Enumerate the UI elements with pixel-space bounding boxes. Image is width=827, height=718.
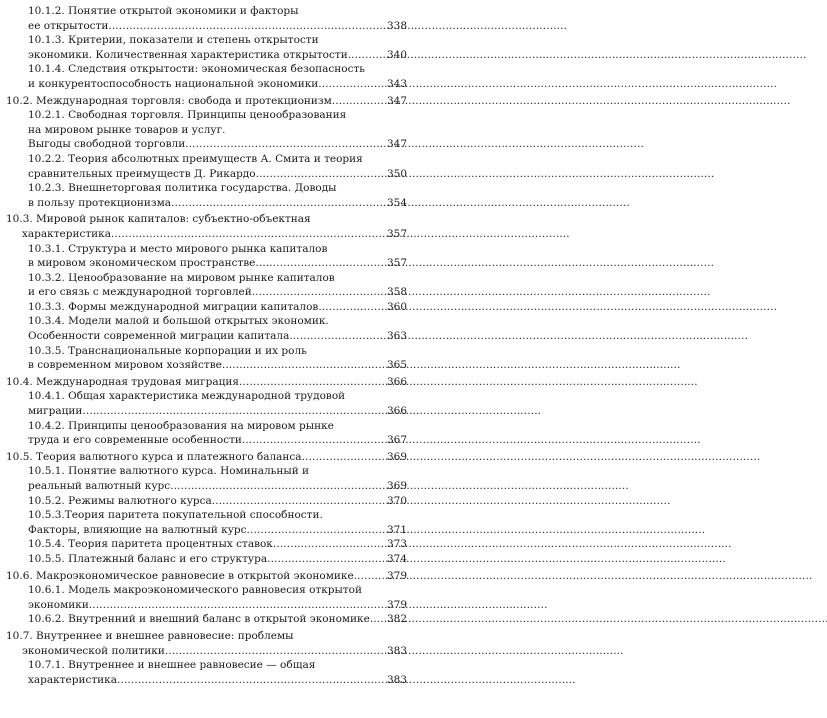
toc-entry-title-line: 10.3.2. Ценообразование на мировом рынке капиталов [28,271,335,284]
toc-section-entry[interactable] [0,375,407,390]
toc-section-entry[interactable] [0,94,407,109]
dot-leader [89,598,385,613]
toc-entry-title-line: 10.1.2. Понятие открытой экономики и факторы [28,5,299,17]
toc-subsection-entry[interactable] [0,612,407,627]
toc-entry-title-line: ее открытости [28,19,109,32]
toc-entry-title-line: 10.5.4. Теория паритета процентных ставок [28,538,273,551]
toc-page-number: 347 [386,138,407,151]
toc-page-number: 383 [386,673,407,686]
dot-leader [222,358,385,373]
toc-section-entry[interactable] [0,629,407,658]
toc-entry-title-line: 10.2.1. Свободная торговля. Принципы ценообразования [28,109,347,122]
toc-entry-title-line: 10.5. Теория валютного курса и платежного баланса [6,450,302,463]
toc-entry-title-line: характеристика [22,227,111,240]
toc-subsection-entry[interactable] [0,108,407,152]
dot-leader [370,612,385,627]
dot-leader [170,479,385,494]
dot-leader [332,94,385,109]
toc-page-number: 360 [386,300,407,313]
dot-leader [82,404,385,419]
toc-subsection-entry[interactable] [0,300,407,315]
toc-subsection-entry[interactable] [0,508,407,537]
toc-entry-title-line: на мировом рынке товаров и услуг. [28,123,226,136]
dot-leader [273,537,385,552]
toc-entry-title-line: 10.6.1. Модель макроэкономического равновесия открытой [28,584,362,597]
dot-leader [108,19,385,34]
dot-leader [354,569,385,584]
toc-subsection-entry[interactable] [0,4,407,33]
toc-entry-title-line: 10.5.5. Платежный баланс и его структура [28,552,268,565]
toc-entry-title-line: 10.3.4. Модели малой и большой открытых экономик. [28,315,329,328]
toc-page-number: 347 [386,94,407,107]
dot-leader [255,256,385,271]
toc-subsection-entry[interactable] [0,537,407,552]
dot-leader [256,167,385,182]
toc-page-number: 379 [386,569,407,582]
toc-section-entry[interactable] [0,212,407,241]
dot-leader [171,196,385,211]
toc-entry-title-line: труда и его современные особенности [28,434,242,447]
toc-entry-title-line: миграции [28,405,83,418]
dot-leader [318,300,385,315]
toc-page-number: 338 [386,19,407,32]
toc-subsection-entry[interactable] [0,464,407,493]
dot-leader [212,494,385,509]
toc-entry-title-line: характеристика [28,673,117,686]
toc-entry-title-line: 10.3. Мировой рынок капиталов: субъектно-объектная [6,213,311,226]
toc-subsection-entry[interactable] [0,344,407,373]
dot-leader [252,285,385,300]
dot-leader [165,644,385,659]
toc-entry-title-line: и конкурентоспособность национальной экономики [28,77,319,90]
dot-leader [318,77,385,92]
toc-entry-title-line: экономики [28,598,89,611]
toc-page-number: 358 [386,286,407,299]
toc-page-number: 382 [386,613,407,626]
dot-leader [239,375,385,390]
toc-entry-title-line: сравнительных преимуществ Д. Рикардо [28,167,256,180]
toc-subsection-entry[interactable] [0,242,407,271]
toc-subsection-entry[interactable] [0,658,407,687]
toc-subsection-entry[interactable] [0,181,407,210]
toc-entry-title-line: экономики. Количественная характеристика открытости [28,48,348,61]
dot-leader [185,137,385,152]
toc-entry-title-line: 10.2.2. Теория абсолютных преимуществ А. Смита и теория [28,152,363,165]
toc-subsection-entry[interactable] [0,494,407,509]
toc-subsection-entry[interactable] [0,152,407,181]
toc-entry-title-line: 10.6. Макроэкономическое равновесие в открытой экономике [6,569,354,582]
toc-subsection-entry[interactable] [0,271,407,300]
toc-entry-title-line: в современном мировом хозяйстве [28,359,222,372]
toc-entry-title-line: Выгоды свободной торговли [28,138,186,151]
toc-subsection-entry[interactable] [0,62,407,91]
toc-page-number: 374 [386,552,407,565]
toc-subsection-entry[interactable] [0,389,407,418]
toc-page-number: 367 [386,434,407,447]
toc-subsection-entry[interactable] [0,314,407,343]
toc-page-number: 370 [386,494,407,507]
toc-entry-title-line: в пользу протекционизма [28,196,172,209]
toc-page-number: 366 [386,375,407,388]
toc-page-number: 365 [386,359,407,372]
dot-leader [289,329,385,344]
toc-page-number: 373 [386,538,407,551]
toc-page [0,0,413,718]
toc-entry-title-line: 10.4. Международная трудовая миграция [6,375,239,388]
toc-page-number: 371 [386,523,407,536]
toc-page-number: 369 [386,450,407,463]
toc-entry-title-line: и его связь с международной торговлей [28,286,252,299]
toc-subsection-entry[interactable] [0,419,407,448]
toc-entry-title-line: реальный валютный курс [28,480,171,492]
toc-page-number: 363 [386,330,407,343]
toc-section-entry[interactable] [0,569,407,584]
toc-entry-title-line: 10.3.5. Транснациональные корпорации и их роль [28,344,307,357]
toc-entry-title-line: 10.1.3. Критерии, показатели и степень открытости [28,34,319,47]
toc-entry-title-line: 10.7.1. Внутреннее и внешнее равновесие — общая [28,659,316,672]
toc-page-number: 357 [386,227,407,240]
dot-leader [111,227,385,242]
toc-entry-title-line: 10.2.3. Внешнеторговая политика государства. Доводы [28,182,337,195]
toc-entry-title-line: 10.4.2. Принципы ценообразования на мировом рынке [28,419,334,432]
dot-leader [302,450,385,465]
toc-entry-title-line: в мировом экономическом пространстве [28,257,256,270]
toc-page-number: 383 [386,644,407,657]
toc-section-entry[interactable] [0,450,407,465]
toc-page-number: 366 [386,405,407,418]
toc-entry-title-line: 10.5.1. Понятие валютного курса. Номинальный и [28,465,310,478]
toc-subsection-entry[interactable] [0,583,407,612]
toc-entry-title-line: 10.7. Внутреннее и внешнее равновесие: проблемы [6,629,294,642]
toc-entry-title-line: 10.3.3. Формы международной миграции капиталов [28,300,319,313]
toc-page-number: 340 [386,48,407,61]
toc-entry-title-line: 10.1.4. Следствия открытости: экономическая безопасность [28,63,365,76]
dot-leader [247,523,385,538]
toc-page-number: 343 [386,77,407,90]
toc-entry-title-line: Особенности современной миграции капитала [28,330,290,343]
toc-entry-title-line: 10.6.2. Внутренний и внешний баланс в открытой экономике [28,613,370,626]
toc-subsection-entry[interactable] [0,33,407,62]
toc-page-number: 354 [386,196,407,209]
toc-page-number: 350 [386,167,407,180]
toc-page-number: 379 [386,598,407,611]
toc-entry-title-line: Факторы, влияющие на валютный курс [28,523,247,536]
dot-leader [117,673,385,688]
dot-leader [348,48,385,63]
toc-entry-title-line: 10.3.1. Структура и место мирового рынка капиталов [28,242,328,255]
toc-entry-title-line: экономической политики [22,644,165,657]
dot-leader [242,433,385,448]
toc-page-number: 369 [386,480,407,492]
toc-entry-title-line: 10.5.3.Теория паритета покупательной способности. [28,509,323,522]
dot-leader [267,552,385,567]
toc-page-number: 357 [386,257,407,270]
toc-entry-title-line: 10.5.2. Режимы валютного курса [28,494,212,507]
toc-entry-title-line: 10.4.1. Общая характеристика международной трудовой [28,390,346,403]
toc-subsection-entry[interactable] [0,552,407,567]
toc-entry-title-line: 10.2. Международная торговля: свобода и протекционизм [6,94,332,107]
